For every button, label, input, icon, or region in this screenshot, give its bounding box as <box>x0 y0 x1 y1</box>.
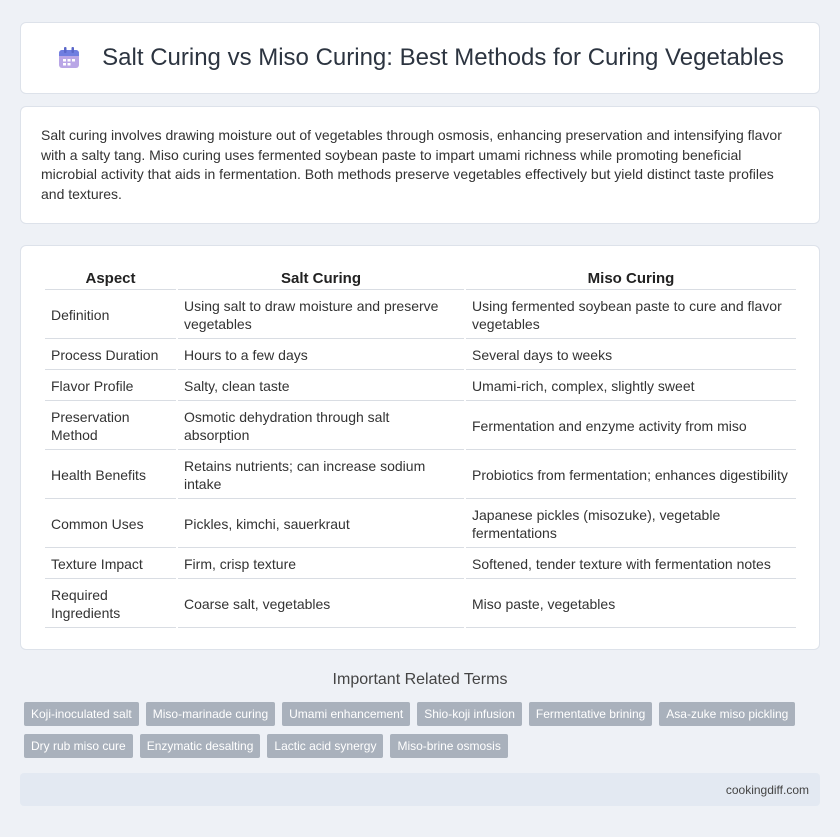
row-aspect: Required Ingredients <box>45 581 176 628</box>
page-title <box>56 44 784 72</box>
row-salt: Osmotic dehydration through salt absorption <box>178 403 464 450</box>
row-salt: Retains nutrients; can increase sodium intake <box>178 452 464 499</box>
related-tag[interactable]: Dry rub miso cure <box>24 734 133 758</box>
row-salt: Using salt to draw moisture and preserve vegetables <box>178 292 464 339</box>
related-tag[interactable]: Asa-zuke miso pickling <box>659 702 795 726</box>
related-tag[interactable]: Enzymatic desalting <box>140 734 261 758</box>
row-miso: Umami-rich, complex, slightly sweet <box>466 372 796 401</box>
row-salt: Firm, crisp texture <box>178 550 464 579</box>
row-aspect: Process Duration <box>45 341 176 370</box>
row-miso: Japanese pickles (misozuke), vegetable fermentations <box>466 501 796 548</box>
row-salt: Coarse salt, vegetables <box>178 581 464 628</box>
row-aspect: Flavor Profile <box>45 372 176 401</box>
row-aspect: Common Uses <box>45 501 176 548</box>
row-miso: Several days to weeks <box>466 341 796 370</box>
related-terms-tags <box>24 702 824 766</box>
related-tag[interactable]: Koji-inoculated salt <box>24 702 139 726</box>
footer-site-link[interactable]: cookingdiff.com <box>725 783 809 797</box>
row-aspect: Health Benefits <box>45 452 176 499</box>
row-aspect: Texture Impact <box>45 550 176 579</box>
row-salt: Hours to a few days <box>178 341 464 370</box>
comparison-table-card <box>20 245 820 650</box>
header-aspect: Aspect <box>45 268 176 290</box>
row-miso: Miso paste, vegetables <box>466 581 796 628</box>
row-miso: Fermentation and enzyme activity from miso <box>466 403 796 450</box>
table-row <box>45 550 796 579</box>
intro-paragraph: Salt curing involves drawing moisture out of vegetables through osmosis, enhancing preservation and intensifying flavor with a salty tang. Miso curing uses fermented soybean paste to impart umami richness while promoting beneficial microbial activity that aids in fermentation. Both methods preserve vegetables effectively but yield distinct taste profiles and textures. <box>41 127 782 202</box>
page-title-text: Salt Curing vs Miso Curing: Best Methods for Curing Vegetables <box>102 44 784 71</box>
intro-card <box>20 106 820 224</box>
row-salt: Salty, clean taste <box>178 372 464 401</box>
header-salt-curing: Salt Curing <box>178 268 464 290</box>
table-row <box>45 292 796 339</box>
table-row <box>45 452 796 499</box>
table-row <box>45 501 796 548</box>
related-terms-title: Important Related Terms <box>332 671 508 688</box>
related-tag[interactable]: Fermentative brining <box>529 702 652 726</box>
table-header-row <box>45 268 796 290</box>
table-row <box>45 372 796 401</box>
calendar-icon <box>56 45 82 71</box>
comparison-table <box>43 266 798 630</box>
row-aspect: Preservation Method <box>45 403 176 450</box>
header-miso-curing: Miso Curing <box>466 268 796 290</box>
row-miso: Using fermented soybean paste to cure and flavor vegetables <box>466 292 796 339</box>
table-row <box>45 341 796 370</box>
row-aspect: Definition <box>45 292 176 339</box>
title-card <box>20 22 820 94</box>
row-miso: Softened, tender texture with fermentation notes <box>466 550 796 579</box>
row-miso: Probiotics from fermentation; enhances digestibility <box>466 452 796 499</box>
related-tag[interactable]: Umami enhancement <box>282 702 410 726</box>
table-row <box>45 581 796 628</box>
footer <box>20 773 820 806</box>
related-tag[interactable]: Lactic acid synergy <box>267 734 383 758</box>
related-tag[interactable]: Miso-brine osmosis <box>390 734 507 758</box>
related-tag[interactable]: Shio-koji infusion <box>417 702 522 726</box>
related-tag[interactable]: Miso-marinade curing <box>146 702 275 726</box>
table-row <box>45 403 796 450</box>
row-salt: Pickles, kimchi, sauerkraut <box>178 501 464 548</box>
